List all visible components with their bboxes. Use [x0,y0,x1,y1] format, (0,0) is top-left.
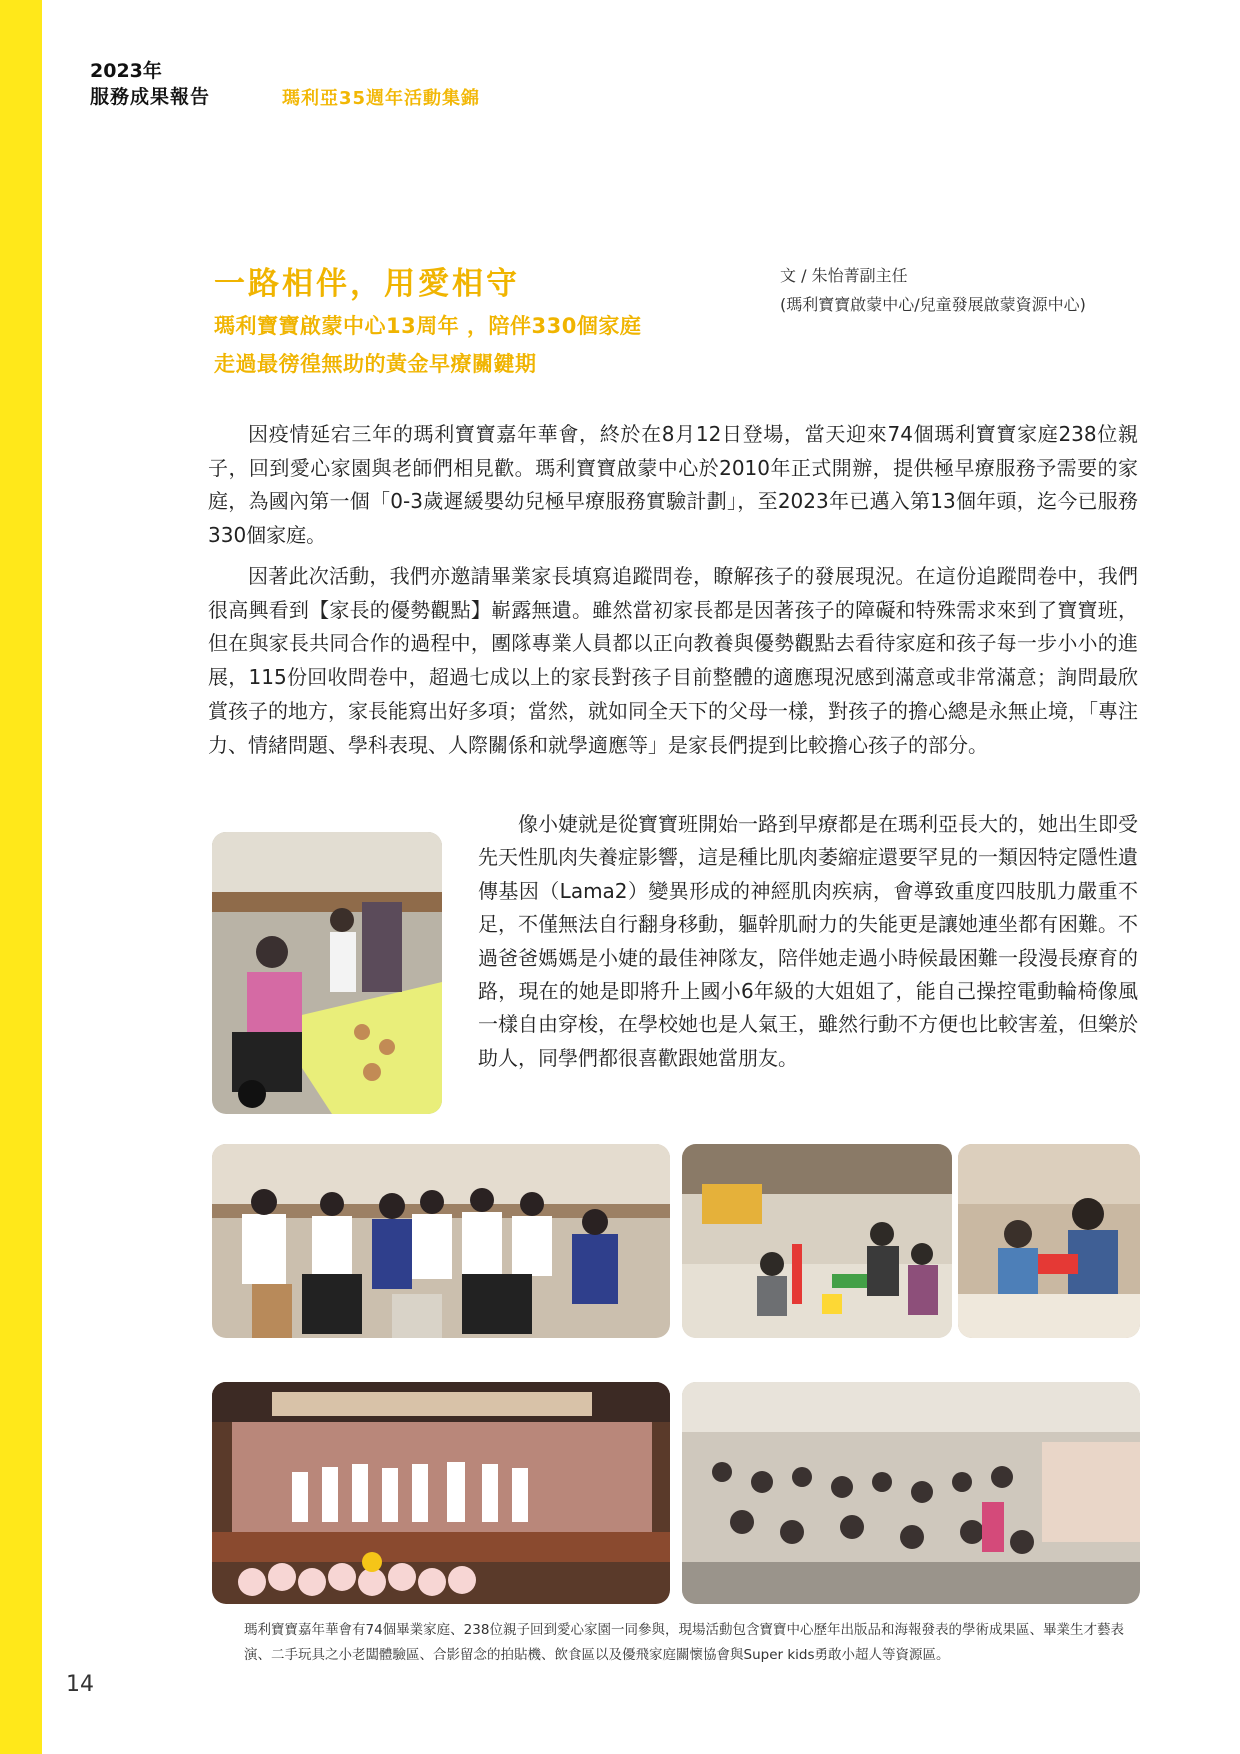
header-section-title: 瑪利亞35週年活動集錦 [282,88,481,109]
photo-mother-child [958,1144,1140,1338]
photo-group-teachers-children [212,1144,670,1338]
article-author-unit: (瑪利寶寶啟蒙中心/兒童發展啟蒙資源中心) [780,295,1086,314]
article-author: 文 / 朱怡菁副主任 [780,266,908,285]
page-number: 14 [66,1672,94,1697]
photo-toy-play-area [682,1144,952,1338]
photo-caption: 瑪利寶寶嘉年華會有74個畢業家庭、238位親子回到愛心家園一同參與，現場活動包含寶寶中心歷年出版品和海報發表的學術成果區、畢業生才藝表演、二手玩具之小老闆體驗區、合影留念的拍貼機、飲食區以及優飛家庭關懷協會與Super kids勇敢小超人等資源區。 [244,1622,1124,1663]
article-title: 一路相伴，用愛相守 [214,266,520,302]
header-year: 2023年 [90,60,162,82]
photo-stage-performance [212,1382,670,1604]
article-subtitle-line2: 走過最徬徨無助的黃金早療關鍵期 [214,352,537,376]
photo-crowded-hall [682,1382,1140,1604]
paragraph-3 [478,808,1138,1075]
paragraph-1 [208,418,1138,553]
yellow-side-bar [0,0,42,1754]
article-subtitle-line1: 瑪利寶寶啟蒙中心13周年 ，陪伴330個家庭 [214,314,642,338]
photo-wheelchair-girl [212,832,442,1114]
header-report-title: 服務成果報告 [90,86,211,108]
paragraph-1-text: 因疫情延宕三年的瑪利寶寶嘉年華會，終於在8月12日登場，當天迎來74個瑪利寶寶家庭238位親子，回到愛心家園與老師們相見歡。瑪利寶寶啟蒙中心於2010年正式開辦，提供極早療服務予需要的家庭，為國內第一個「0-3歲遲緩嬰幼兒極早療服務實驗計劃」，至2023年已邁入第13個年頭，迄今已服務330個家庭。 [208,422,1138,548]
paragraph-3-text: 像小婕就是從寶寶班開始一路到早療都是在瑪利亞長大的，她出生即受先天性肌肉失養症影響，這是種比肌肉萎縮症還要罕見的一類因特定隱性遺傳基因（Lama2）變異形成的神經肌肉疾病，會導致重度四肢肌力嚴重不足，不僅無法自行翻身移動，軀幹肌耐力的失能更是讓她連坐都有困難。不過爸爸媽媽是小婕的最佳神隊友，陪伴她走過小時候最困難一段漫長療育的路，現在的她是即將升上國小6年級的大姐姐了，能自己操控電動輪椅像風一樣自由穿梭，在學校她也是人氣王，雖然行動不方便也比較害羞，但樂於助人，同學們都很喜歡跟她當朋友。 [478,812,1138,1070]
paragraph-2-text: 因著此次活動，我們亦邀請畢業家長填寫追蹤問卷，瞭解孩子的發展現況。在這份追蹤問卷中，我們很高興看到【家長的優勢觀點】嶄露無遺。雖然當初家長都是因著孩子的障礙和特殊需求來到了寶寶班，但在與家長共同合作的過程中，團隊專業人員都以正向教養與優勢觀點去看待家庭和孩子每一步小小的進展，115份回收問卷中，超過七成以上的家長對孩子目前整體的適應現況感到滿意或非常滿意；詢問最欣賞孩子的地方，家長能寫出好多項；當然，就如同全天下的父母一樣，對孩子的擔心總是永無止境，「專注力、情緒問題、學科表現、人際關係和就學適應等」是家長們提到比較擔心孩子的部分。 [208,564,1138,757]
paragraph-2 [208,560,1138,762]
